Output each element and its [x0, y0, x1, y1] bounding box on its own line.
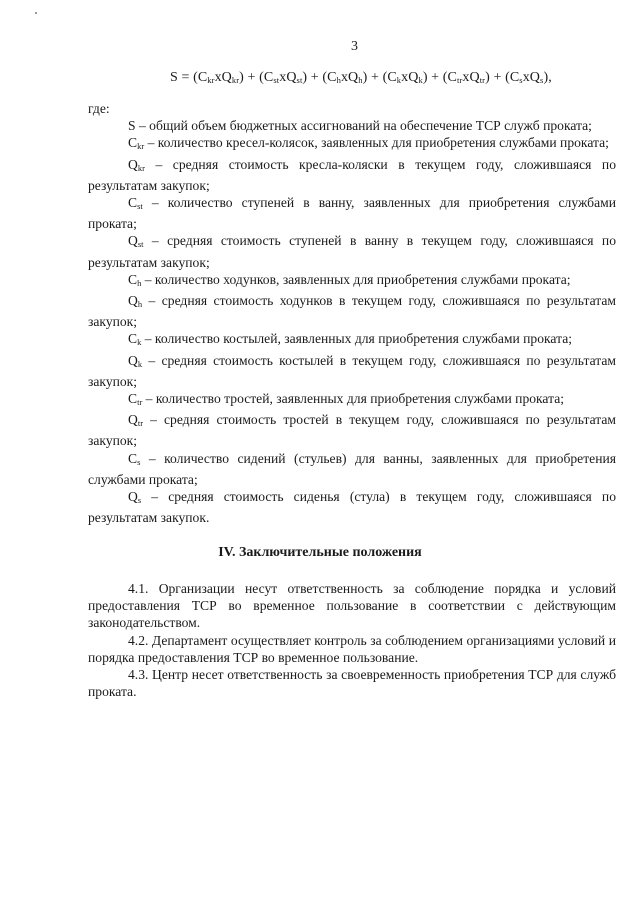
formula-part: xQ	[401, 70, 419, 85]
definition-symbol	[128, 391, 142, 406]
definition-symbol	[128, 412, 143, 427]
formula-part: (C	[322, 70, 337, 85]
symbol-letter: C	[128, 391, 138, 407]
symbol-letter: Q	[128, 352, 138, 368]
definition-text: – средняя стоимость ходунков в текущем году, сложившаяся по результатам закупок;	[88, 293, 616, 330]
symbol-letter: Q	[128, 293, 138, 309]
formula-subscript: kr	[231, 75, 240, 85]
symbol-subscript: kr	[137, 141, 145, 152]
symbol-subscript: h	[137, 277, 142, 288]
definition-symbol	[128, 118, 136, 133]
symbol-letter: C	[128, 135, 138, 151]
formula-part: xQ	[214, 70, 232, 85]
formula-part: xQ	[462, 70, 480, 85]
definition-item	[88, 488, 616, 526]
definition-symbol	[128, 293, 142, 308]
provision-4-1: 4.1. Организации несут ответственность за соблюдение порядка и условий предоставления ТСР во временное пользование в соответствии с действующим законодательством.	[88, 581, 616, 631]
where-label: где:	[88, 101, 110, 116]
formula-terms	[193, 70, 552, 85]
provision-4-3: 4.3. Центр несет ответственность за своевременность приобретения ТСР для служб проката.	[88, 667, 616, 700]
symbol-letter: C	[128, 450, 138, 466]
definition-item	[88, 330, 616, 351]
symbol-subscript: st	[137, 239, 144, 250]
definition-item	[88, 271, 616, 292]
formula-part: xQ	[340, 70, 359, 85]
definition-text: – количество сидений (стульев) для ванны, заявленных для приобретения службами проката;	[88, 450, 616, 487]
definition-text: – количество ходунков, заявленных для приобретения службами проката;	[141, 271, 571, 287]
definition-item	[88, 232, 616, 270]
closing-provisions	[88, 580, 616, 700]
definition-symbol	[128, 451, 140, 466]
definition-symbol	[128, 489, 141, 504]
symbol-letter: Q	[128, 233, 138, 249]
formula-lhs: S =	[170, 70, 194, 85]
formula-subscript: tr	[479, 75, 486, 85]
formula-subscript: kr	[207, 75, 215, 85]
formula-subscript: h	[358, 75, 363, 85]
symbol-subscript: tr	[137, 397, 143, 408]
definition-symbol	[128, 157, 145, 172]
formula-part: (C	[193, 70, 208, 85]
formula-term	[383, 70, 443, 85]
formula-part: xQ	[279, 70, 297, 85]
symbol-letter: C	[128, 271, 138, 287]
formula-term	[322, 70, 382, 85]
formula-term	[443, 70, 505, 85]
symbol-letter: C	[128, 195, 138, 211]
formula-term	[505, 70, 552, 85]
definition-item	[88, 156, 616, 194]
definition-item	[88, 194, 616, 232]
formula-part: (C	[505, 70, 520, 85]
definition-item	[88, 134, 616, 155]
formula-subscript: s	[540, 75, 544, 85]
definition-text: – количество тростей, заявленных для приобретения службами проката;	[142, 391, 565, 407]
definition-item	[88, 292, 616, 330]
definition-symbol	[128, 135, 144, 150]
symbol-subscript: s	[137, 495, 142, 506]
formula-part: )	[239, 70, 244, 85]
scan-speck	[35, 12, 37, 14]
symbol-letter: Q	[128, 156, 138, 172]
symbol-letter: C	[128, 331, 138, 347]
definition-text: – общий объем бюджетных ассигнований на обеспечение ТСР служб проката;	[135, 118, 592, 134]
definition-symbol	[128, 233, 144, 248]
formula-subscript: st	[273, 75, 280, 85]
definition-item	[88, 390, 616, 411]
definition-text: – количество кресел-колясок, заявленных для приобретения службами проката;	[144, 135, 609, 151]
symbol-subscript: k	[137, 358, 143, 369]
definition-text: – средняя стоимость ступеней в ванну в текущем году, сложившаяся по результатам закупок;	[88, 233, 616, 270]
formula-part: (C	[259, 70, 274, 85]
formula-part: ),	[543, 70, 552, 85]
definition-symbol	[128, 331, 141, 346]
definition-symbol	[128, 353, 142, 368]
definition-symbol	[128, 195, 143, 210]
definition-item	[88, 117, 616, 134]
formula-part: +	[243, 70, 260, 85]
symbol-letter: Q	[128, 412, 138, 428]
symbol-subscript: tr	[137, 418, 144, 429]
formula-part: (C	[382, 70, 397, 85]
symbol-subscript: st	[137, 201, 143, 212]
formula-subscript: k	[418, 75, 423, 85]
definition-item	[88, 352, 616, 390]
symbol-subscript: kr	[137, 162, 145, 173]
formula-part: )	[485, 70, 490, 85]
definitions-list	[88, 117, 616, 526]
formula-subscript: st	[296, 75, 303, 85]
definition-text: – количество ступеней в ванну, заявленных для приобретения службами проката;	[88, 195, 616, 232]
symbol-subscript: s	[137, 456, 141, 467]
section-title: IV. Заключительные положения	[218, 545, 422, 560]
symbol-letter: S	[128, 118, 136, 134]
formula-term	[193, 70, 259, 85]
formula-subscript: tr	[456, 75, 463, 85]
formula-part: +	[427, 70, 443, 85]
formula-part: +	[489, 70, 506, 85]
formula-part: )	[422, 70, 428, 85]
page-number: 3	[351, 39, 358, 54]
formula-part: )	[302, 70, 308, 85]
formula-part: xQ	[522, 70, 541, 85]
symbol-subscript: k	[137, 337, 142, 348]
definitions-block	[88, 100, 616, 526]
definition-text: – средняя стоимость сиденья (стула) в текущем году, сложившаяся по результатам закупок.	[88, 489, 616, 526]
formula-subscript: k	[396, 75, 402, 85]
formula-part: )	[362, 70, 368, 85]
definition-text: – средняя стоимость костылей в текущем году, сложившаяся по результатам закупок;	[88, 352, 616, 389]
formula-subscript: s	[519, 75, 523, 85]
provision-4-2: 4.2. Департамент осуществляет контроль за соблюдением организациями условий и порядка предоставления ТСР во временное пользование.	[88, 632, 616, 665]
formula-part: +	[367, 70, 383, 85]
symbol-letter: Q	[128, 489, 138, 505]
formula-subscript: h	[336, 75, 341, 85]
formula-part: +	[307, 70, 323, 85]
definition-item	[88, 450, 616, 488]
formula-part: (C	[442, 70, 457, 85]
symbol-subscript: h	[137, 299, 143, 310]
definition-text: – количество костылей, заявленных для приобретения службами проката;	[141, 331, 573, 347]
definition-text: – средняя стоимость кресла-коляски в текущем году, сложившаяся по результатам закупок;	[88, 156, 616, 193]
formula-term	[259, 70, 322, 85]
budget-formula	[170, 70, 552, 86]
definition-text: – средняя стоимость тростей в текущем году, сложившаяся по результатам закупок;	[88, 412, 616, 449]
definition-item	[88, 411, 616, 449]
definition-symbol	[128, 272, 141, 287]
